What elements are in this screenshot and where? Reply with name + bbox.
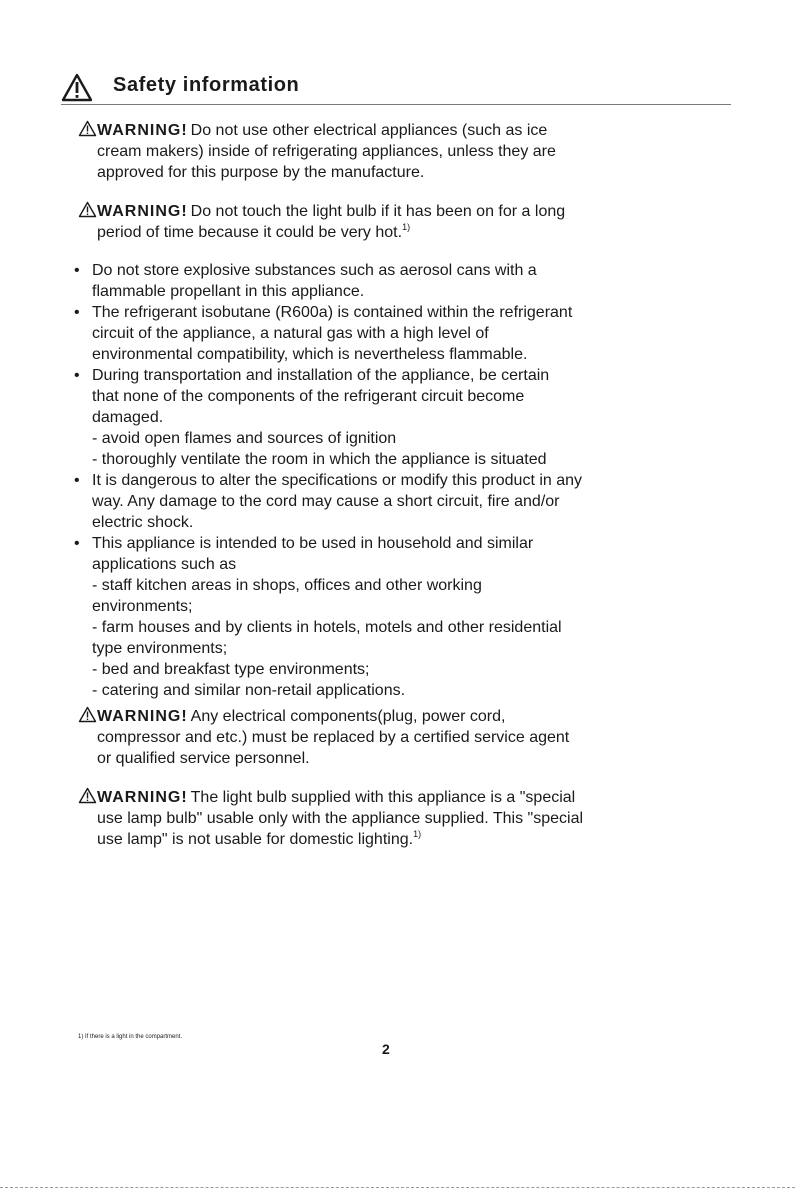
list-item-line: circuit of the appliance, a natural gas with a high level of: [92, 325, 489, 342]
warning-text-line: use lamp bulb" usable only with the appliance supplied. This "special: [97, 810, 584, 827]
list-item-line: - catering and similar non-retail applications.: [92, 682, 406, 699]
list-item-line: - staff kitchen areas in shops, offices and other working: [92, 577, 482, 594]
warning-block: [78, 706, 738, 769]
page-bottom-edge: [0, 1187, 795, 1188]
title-divider: [61, 104, 731, 105]
safety-bullet-list: [74, 260, 744, 701]
warning-triangle-icon: [78, 787, 97, 804]
list-item-line: electric shock.: [92, 514, 194, 531]
list-item-line: - avoid open flames and sources of ignition: [92, 430, 397, 447]
list-item-line: During transportation and installation of the appliance, be certain: [92, 367, 550, 384]
list-item-line: Do not store explosive substances such as aerosol cans with a: [92, 262, 537, 279]
bullet-marker: •: [74, 262, 80, 279]
warning-label: WARNING!: [97, 122, 188, 139]
list-item-line: damaged.: [92, 409, 164, 426]
warning-triangle-icon: [78, 706, 97, 723]
list-item-line: - thoroughly ventilate the room in which the appliance is situated: [92, 451, 547, 468]
warning-text-line: period of time because it could be very hot.: [97, 224, 403, 241]
list-item-line: - bed and breakfast type environments;: [92, 661, 370, 678]
warning-triangle-icon: [78, 120, 97, 137]
list-item-line: flammable propellant in this appliance.: [92, 283, 365, 300]
warning-label: WARNING!: [97, 203, 188, 220]
list-item: [74, 365, 744, 470]
warning-text-line: Do not touch the light bulb if it has been on for a long: [190, 203, 566, 220]
warning-block: [78, 120, 738, 183]
list-item-line: type environments;: [92, 640, 228, 657]
list-item: [74, 260, 744, 302]
page-number: 2: [382, 1041, 390, 1057]
list-item: [74, 470, 744, 533]
list-item-line: way. Any damage to the cord may cause a short circuit, fire and/or: [92, 493, 560, 510]
warning-text-line: approved for this purpose by the manufacture.: [97, 164, 425, 181]
warning-text-line: Any electrical components(plug, power cord,: [190, 708, 506, 725]
list-item: [74, 533, 744, 701]
warning-triangle-icon: [78, 201, 97, 218]
warning-text-line: compressor and etc.) must be replaced by a certified service agent: [97, 729, 570, 746]
footnote-marker: 1): [402, 222, 411, 232]
list-item-line: applications such as: [92, 556, 237, 573]
list-item-line: - farm houses and by clients in hotels, motels and other residential: [92, 619, 562, 636]
list-item-line: environmental compatibility, which is nevertheless flammable.: [92, 346, 528, 363]
footnote: 1) If there is a light in the compartment.: [78, 1034, 183, 1040]
warning-text-line: use lamp" is not usable for domestic lighting.: [97, 831, 414, 848]
warning-text-line: The light bulb supplied with this appliance is a "special: [190, 789, 576, 806]
warning-text-line: Do not use other electrical appliances (such as ice: [190, 122, 548, 139]
warning-label: WARNING!: [97, 789, 188, 806]
list-item: [74, 302, 744, 365]
footnote-marker: 1): [413, 829, 422, 839]
list-item-line: that none of the components of the refrigerant circuit become: [92, 388, 525, 405]
bullet-marker: •: [74, 304, 80, 321]
list-item-line: The refrigerant isobutane (R600a) is contained within the refrigerant: [92, 304, 573, 321]
warning-block: [78, 201, 738, 243]
page-title: Safety information: [113, 74, 300, 96]
warning-triangle-icon: [61, 73, 93, 102]
list-item-line: It is dangerous to alter the specifications or modify this product in any: [92, 472, 583, 489]
warning-block: [78, 787, 738, 850]
bullet-marker: •: [74, 367, 80, 384]
warning-text-line: cream makers) inside of refrigerating appliances, unless they are: [97, 143, 556, 160]
bullet-marker: •: [74, 472, 80, 489]
list-item-line: This appliance is intended to be used in household and similar: [92, 535, 534, 552]
list-item-line: environments;: [92, 598, 193, 615]
section-header: [61, 72, 731, 106]
warning-text-line: or qualified service personnel.: [97, 750, 310, 767]
bullet-marker: •: [74, 535, 80, 552]
warning-label: WARNING!: [97, 708, 188, 725]
